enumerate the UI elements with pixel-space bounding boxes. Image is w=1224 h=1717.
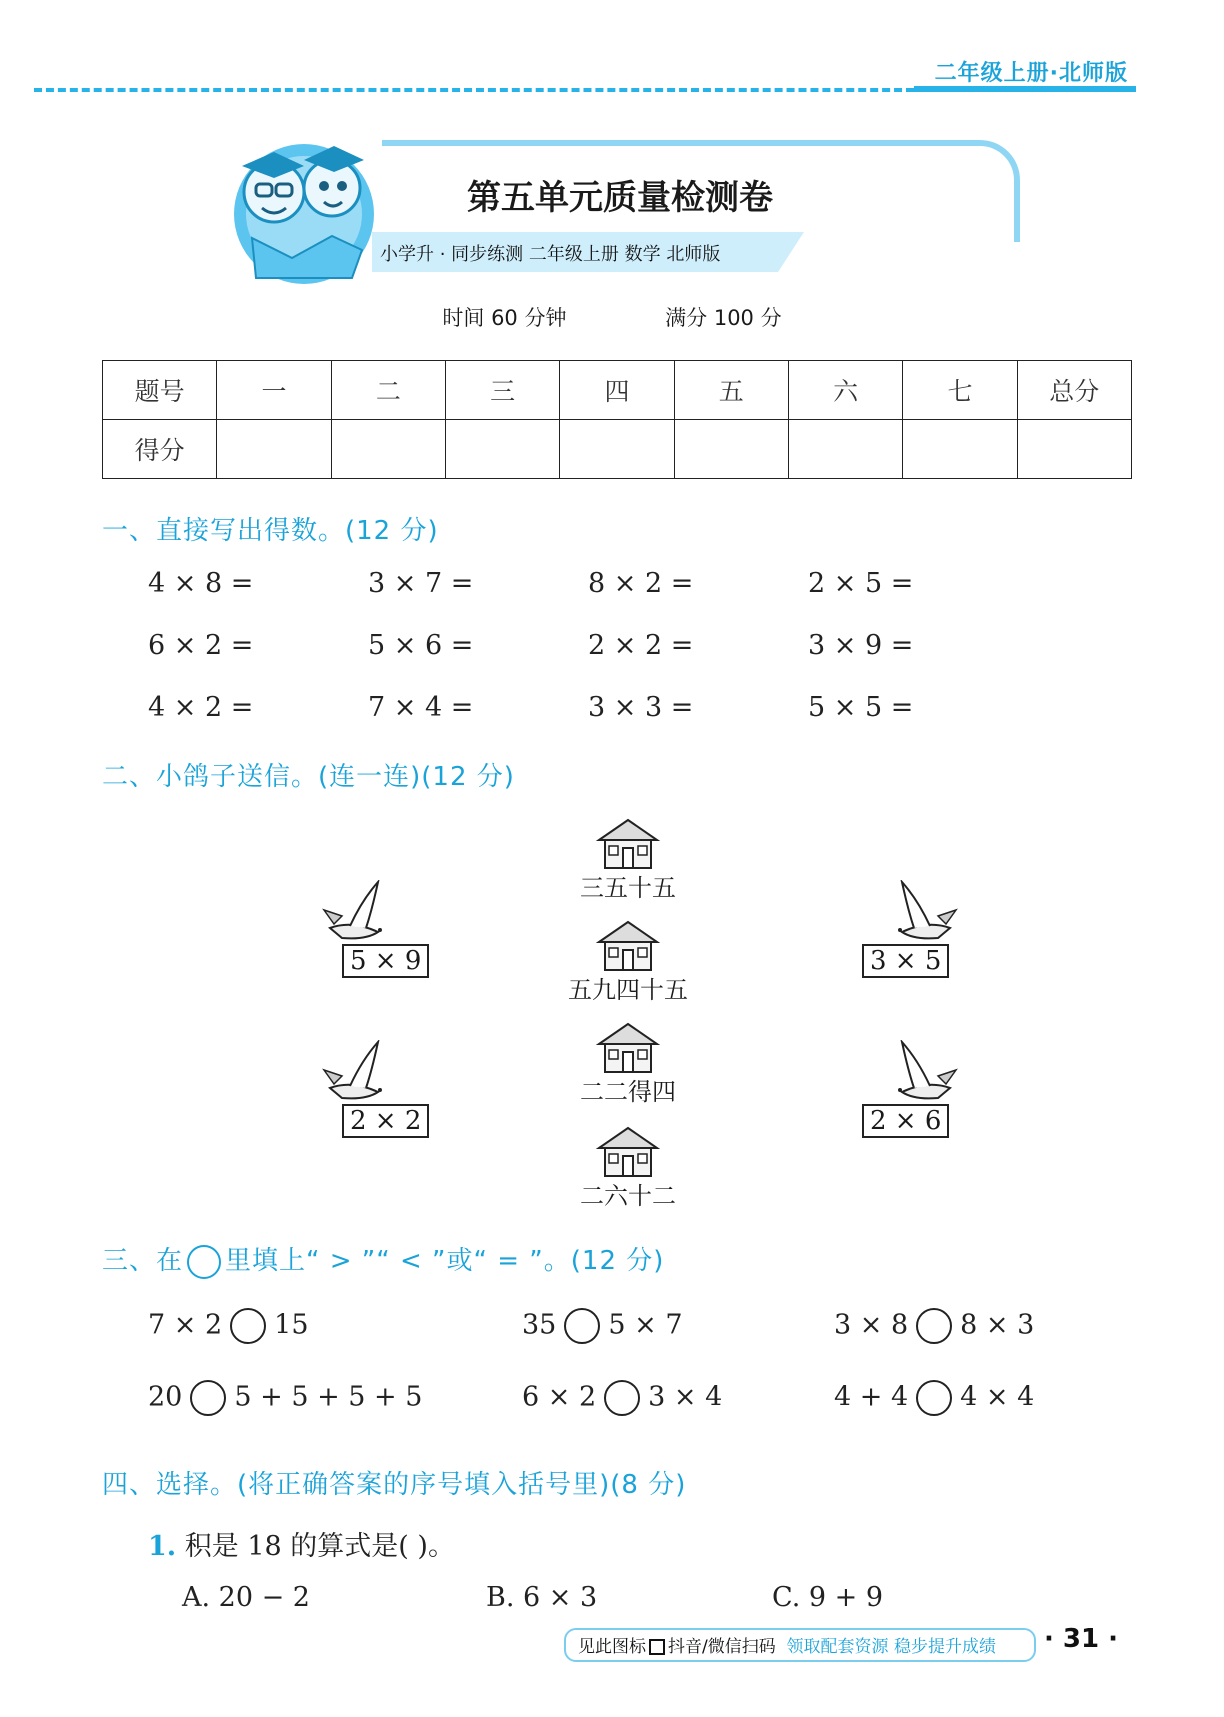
compare-right: 3 × 4 (648, 1381, 723, 1413)
qr-icon (649, 1639, 665, 1655)
house-label[interactable]: 三五十五 (580, 874, 676, 902)
pigeon-icon (322, 1040, 396, 1106)
score-input-cell[interactable] (445, 420, 559, 479)
score-table-score-row (103, 420, 1132, 479)
compare-right: 15 (274, 1309, 309, 1341)
section2-heading: 二、小鸽子送信。(连一连)(12 分) (102, 762, 515, 792)
house-icon (595, 816, 661, 870)
score-table-header-row (103, 361, 1132, 420)
score-input-cell[interactable] (788, 420, 902, 479)
house-label[interactable]: 二二得四 (580, 1078, 676, 1106)
exam-time: 时间 60 分钟 (442, 306, 567, 330)
score-table-cell: 总分 (1017, 361, 1131, 420)
compare-right: 5 + 5 + 5 + 5 (234, 1381, 423, 1413)
page-title: 第五单元质量检测卷 (467, 178, 773, 218)
question-number: 1. (148, 1531, 177, 1562)
pigeon-icon (884, 1040, 958, 1106)
compare-left: 20 (148, 1381, 183, 1413)
house-label[interactable]: 二六十二 (580, 1182, 676, 1210)
compare-circle[interactable] (190, 1380, 226, 1416)
calc-item: 8 × 2 = (588, 568, 694, 599)
score-table-cell: 五 (674, 361, 788, 420)
banner-subtitle: 小学升 · 同步练测 二年级上册 数学 北师版 (380, 244, 721, 265)
calc-item: 6 × 2 = (148, 630, 254, 661)
score-input-cell[interactable] (1017, 420, 1131, 479)
compare-circle[interactable] (230, 1308, 266, 1344)
page-number: · 31 · (1044, 1624, 1119, 1654)
compare-right: 4 × 4 (960, 1381, 1035, 1413)
compare-left: 3 × 8 (834, 1309, 909, 1341)
compare-left: 6 × 2 (522, 1381, 597, 1413)
score-input-cell[interactable] (674, 420, 788, 479)
option-c[interactable]: C. 9 + 9 (772, 1582, 884, 1613)
pigeon-expression[interactable]: 3 × 5 (862, 944, 949, 978)
question-1 (148, 1524, 455, 1563)
compare-left: 4 + 4 (834, 1381, 909, 1413)
footer-promo-text: 见此图标 (578, 1637, 646, 1657)
compare-left: 7 × 2 (148, 1309, 223, 1341)
section3-heading (102, 1240, 664, 1279)
score-table-cell: 题号 (103, 361, 217, 420)
section1-heading: 一、直接写出得数。(12 分) (102, 516, 439, 546)
score-table-cell: 三 (445, 361, 559, 420)
calc-item: 4 × 2 = (148, 692, 254, 723)
option-a[interactable]: A. 20 − 2 (182, 1582, 310, 1613)
calc-item: 7 × 4 = (368, 692, 474, 723)
option-b[interactable]: B. 6 × 3 (486, 1582, 598, 1613)
calc-item: 2 × 5 = (808, 568, 914, 599)
score-input-cell[interactable] (560, 420, 674, 479)
pigeon-expression[interactable]: 2 × 2 (342, 1104, 429, 1138)
house-icon (595, 1020, 661, 1074)
calc-item: 2 × 2 = (588, 630, 694, 661)
header-dashed-line (34, 88, 914, 92)
compare-item (834, 1308, 1034, 1344)
calc-item: 4 × 8 = (148, 568, 254, 599)
score-input-cell[interactable] (903, 420, 1017, 479)
pigeon-icon (322, 880, 396, 946)
compare-item (522, 1380, 722, 1416)
circle-icon (187, 1245, 221, 1279)
compare-item (148, 1380, 422, 1416)
house-icon (595, 918, 661, 972)
score-table-cell: 一 (217, 361, 331, 420)
footer-promo-highlight: 领取配套资源 稳步提升成绩 (786, 1637, 996, 1657)
house-icon (595, 1124, 661, 1178)
compare-circle[interactable] (916, 1380, 952, 1416)
section3-heading-pre: 三、在 (102, 1246, 184, 1276)
section4-heading: 四、选择。(将正确答案的序号填入括号里)(8 分) (102, 1470, 687, 1500)
calc-item: 5 × 5 = (808, 692, 914, 723)
score-row-label: 得分 (103, 420, 217, 479)
mascot-children-icon (212, 118, 402, 286)
compare-item (148, 1308, 309, 1344)
score-table-cell: 四 (560, 361, 674, 420)
footer-promo-text2: 抖音/微信扫码 (668, 1637, 776, 1657)
section3-heading-post: 里填上“ > ”“ < ”或“ = ”。(12 分) (225, 1246, 665, 1276)
calc-item: 3 × 9 = (808, 630, 914, 661)
house-label[interactable]: 五九四十五 (568, 976, 688, 1004)
calc-item: 3 × 3 = (588, 692, 694, 723)
pigeon-expression[interactable]: 2 × 6 (862, 1104, 949, 1138)
calc-item: 5 × 6 = (368, 630, 474, 661)
compare-right: 8 × 3 (960, 1309, 1035, 1341)
calc-item: 3 × 7 = (368, 568, 474, 599)
pigeon-expression[interactable]: 5 × 9 (342, 944, 429, 978)
score-input-cell[interactable] (217, 420, 331, 479)
compare-circle[interactable] (604, 1380, 640, 1416)
score-input-cell[interactable] (331, 420, 445, 479)
compare-circle[interactable] (564, 1308, 600, 1344)
pigeon-icon (884, 880, 958, 946)
exam-full-score: 满分 100 分 (665, 306, 782, 330)
compare-item (522, 1308, 683, 1344)
compare-right: 5 × 7 (608, 1309, 683, 1341)
score-table-cell: 二 (331, 361, 445, 420)
score-table-cell: 七 (903, 361, 1017, 420)
score-table-cell: 六 (788, 361, 902, 420)
compare-circle[interactable] (916, 1308, 952, 1344)
compare-item (834, 1380, 1034, 1416)
score-table (102, 360, 1132, 479)
footer-promo (564, 1628, 1036, 1662)
exam-info (0, 302, 1224, 332)
question-text[interactable]: 积是 18 的算式是( )。 (184, 1531, 455, 1562)
grade-edition-label: 二年级上册·北师版 (934, 61, 1128, 86)
compare-left: 35 (522, 1309, 557, 1341)
